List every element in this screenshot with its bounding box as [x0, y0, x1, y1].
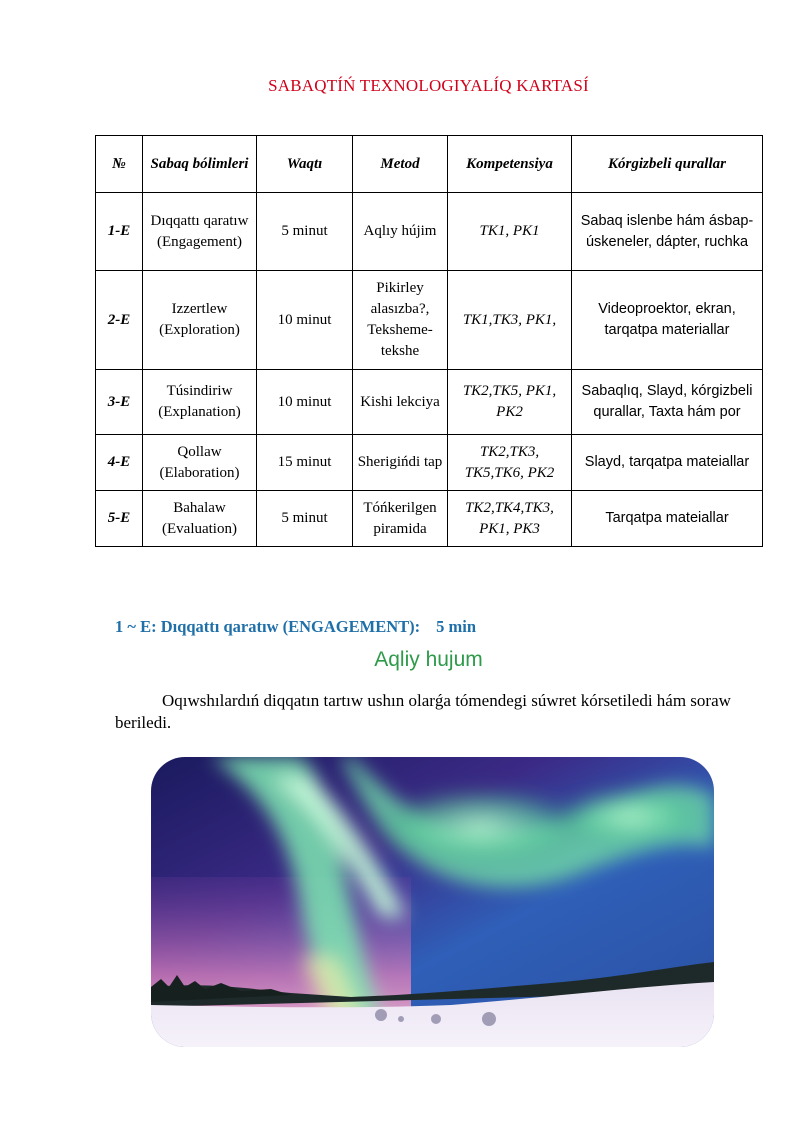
table-row [96, 193, 763, 271]
aurora-photo [151, 757, 714, 1047]
row-num: 5-E [96, 491, 143, 547]
row-section: Túsindiriw (Explanation) [143, 370, 257, 435]
table-row [96, 271, 763, 370]
row-section: Dıqqattı qaratıw (Engagement) [143, 193, 257, 271]
header-competence: Kompetensiya [448, 136, 572, 193]
section-heading [115, 617, 476, 637]
table-header-row [96, 136, 763, 193]
row-tools: Videoproektor, ekran, tarqatpa materiallar [572, 271, 763, 370]
row-competence: TK1,TK3, PK1, [448, 271, 572, 370]
row-num: 2-E [96, 271, 143, 370]
row-section: Izzertlew (Exploration) [143, 271, 257, 370]
row-num: 4-E [96, 435, 143, 491]
aurora-illustration [151, 757, 714, 1047]
header-method: Metod [353, 136, 448, 193]
row-method: Sherigińdi tap [353, 435, 448, 491]
row-competence: TK1, PK1 [448, 193, 572, 271]
header-num: № [96, 136, 143, 193]
row-method: Pikirley alasızba?, Teksheme-tekshe [353, 271, 448, 370]
row-method: Aqlıy hújim [353, 193, 448, 271]
row-time: 5 minut [257, 193, 353, 271]
row-competence: TK2,TK5, PK1, PK2 [448, 370, 572, 435]
row-time: 15 minut [257, 435, 353, 491]
row-time: 5 minut [257, 491, 353, 547]
section-duration: 5 min [436, 617, 477, 636]
row-competence: TK2,TK4,TK3, PK1, PK3 [448, 491, 572, 547]
table-row [96, 435, 763, 491]
subtitle: Aqliy hujum [374, 648, 483, 671]
row-section: Qollaw (Elaboration) [143, 435, 257, 491]
header-tools: Kórgizbeli qurallar [572, 136, 763, 193]
page-title: SABAQTÍŃ TEXNOLOGIYALÍQ KARTASÍ [268, 76, 589, 95]
row-section: Bahalaw (Evaluation) [143, 491, 257, 547]
row-tools: Tarqatpa mateiallar [572, 491, 763, 547]
header-time: Waqtı [257, 136, 353, 193]
lesson-plan-table [95, 135, 763, 547]
table-row [96, 491, 763, 547]
row-time: 10 minut [257, 271, 353, 370]
row-time: 10 minut [257, 370, 353, 435]
row-method: Tóńkerilgen piramida [353, 491, 448, 547]
row-num: 1-E [96, 193, 143, 271]
row-tools: Slayd, tarqatpa mateiallar [572, 435, 763, 491]
row-competence: TK2,TK3, TK5,TK6, PK2 [448, 435, 572, 491]
row-tools: Sabaqlıq, Slayd, kórgizbeli qurallar, Taxta hám por [572, 370, 763, 435]
row-method: Kishi lekciya [353, 370, 448, 435]
header-sections: Sabaq bólimleri [143, 136, 257, 193]
section-heading-text: 1 ~ E: Dıqqattı qaratıw (ENGAGEMENT): [115, 617, 421, 636]
row-tools: Sabaq islenbe hám ásbap-úskeneler, dápter, ruchka [572, 193, 763, 271]
row-num: 3-E [96, 370, 143, 435]
body-paragraph: Oqıwshılardıń diqqatın tartıw ushın olarǵa tómendegi súwret kórsetiledi hám soraw beriledi. [115, 691, 731, 732]
table-row [96, 370, 763, 435]
